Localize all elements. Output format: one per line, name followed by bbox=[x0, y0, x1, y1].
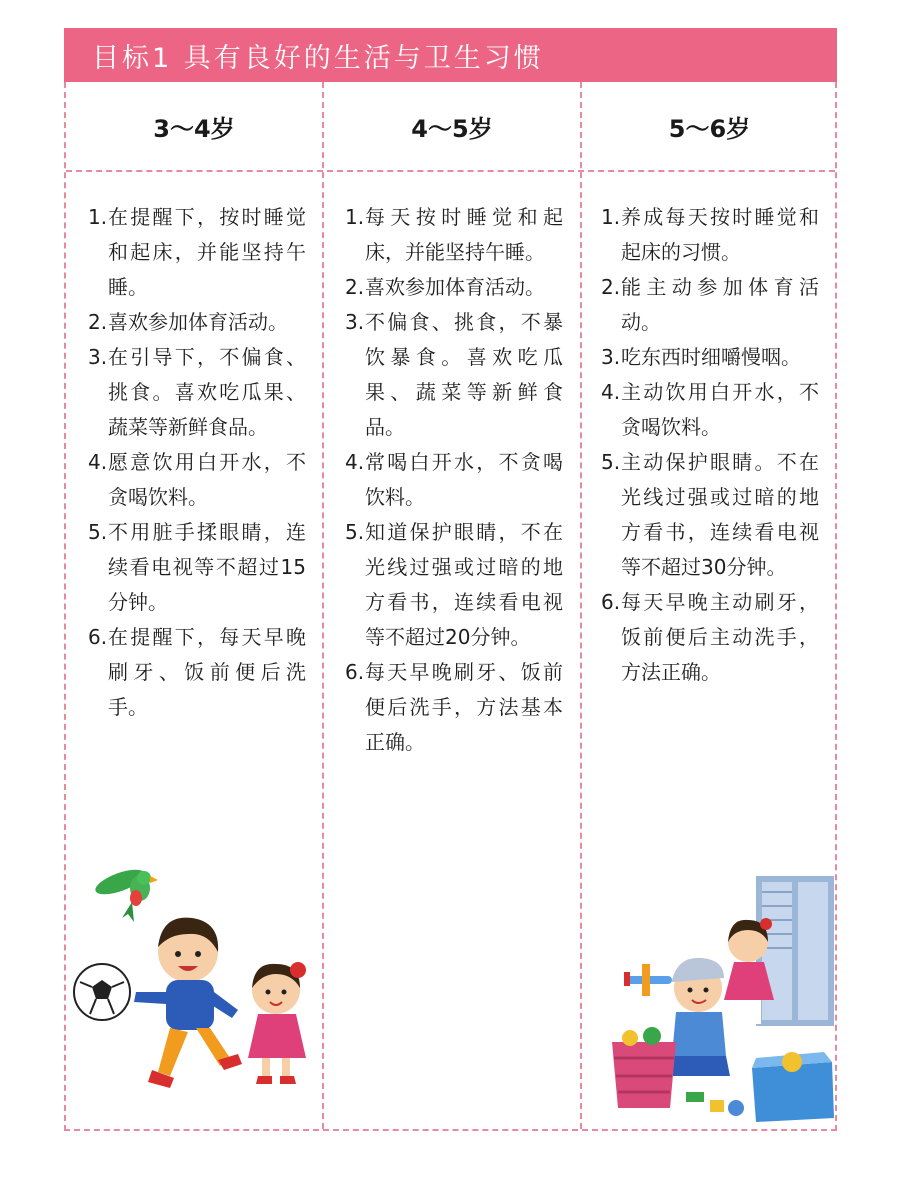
column-body-age-3-4 bbox=[88, 200, 306, 725]
column-header-age-3-4: 3～4岁 bbox=[153, 114, 235, 143]
toy-block-icon bbox=[686, 1092, 704, 1102]
list-item: 2. 喜欢参加体育活动。 bbox=[88, 310, 288, 334]
list-item: 4. 愿意饮用白开水，不贪喝饮料。 bbox=[88, 450, 306, 509]
girl-icon bbox=[248, 962, 306, 1084]
kids-playing-soccer-illustration bbox=[70, 852, 320, 1112]
list-item: 3. 在引导下，不偏食、挑食。喜欢吃瓜果、蔬菜等新鲜食品。 bbox=[88, 345, 306, 439]
toy-ball-icon bbox=[728, 1100, 744, 1116]
header-divider bbox=[66, 170, 835, 172]
soccer-ball-icon bbox=[74, 964, 130, 1020]
boy-icon bbox=[134, 918, 242, 1088]
column-divider bbox=[580, 82, 582, 1129]
list-item: 1. 在提醒下，按时睡觉和起床，并能坚持午睡。 bbox=[88, 205, 306, 299]
toy-box-icon bbox=[752, 1052, 834, 1122]
list-item: 1. 每天按时睡觉和起床，并能坚持午睡。 bbox=[345, 205, 563, 264]
list-item: 2. 能主动参加体育活动。 bbox=[601, 275, 819, 334]
list-item: 5. 知道保护眼睛，不在光线过强或过暗的地方看书，连续看电视等不超过20分钟。 bbox=[345, 520, 563, 649]
kids-tidying-room-illustration bbox=[606, 872, 836, 1128]
list-item: 6. 每天早晚刷牙、饭前便后洗手，方法基本正确。 bbox=[345, 660, 563, 754]
list-item: 3. 吃东西时细嚼慢咽。 bbox=[601, 345, 801, 369]
list-item: 4. 常喝白开水，不贪喝饮料。 bbox=[345, 450, 563, 509]
column-divider bbox=[322, 82, 324, 1129]
goals-table bbox=[64, 82, 837, 1131]
list-item: 2. 喜欢参加体育活动。 bbox=[345, 275, 545, 299]
list-item: 5. 主动保护眼睛。不在光线过强或过暗的地方看书，连续看电视等不超过30分钟。 bbox=[601, 450, 819, 579]
column-body-age-5-6 bbox=[601, 200, 819, 690]
column-body-age-4-5 bbox=[345, 200, 563, 760]
title-banner bbox=[64, 28, 837, 82]
list-item: 3. 不偏食、挑食，不暴饮暴食。喜欢吃瓜果、蔬菜等新鲜食品。 bbox=[345, 310, 563, 439]
parrot-icon bbox=[92, 865, 158, 922]
list-item: 4. 主动饮用白开水，不贪喝饮料。 bbox=[601, 380, 819, 439]
column-header-age-4-5: 4～5岁 bbox=[411, 114, 493, 143]
toy-basket-icon bbox=[612, 1027, 676, 1108]
toy-plane-icon bbox=[624, 964, 672, 996]
list-item: 6. 在提醒下，每天早晚刷牙、饭前便后洗手。 bbox=[88, 625, 306, 719]
page-title: 目标1 具有良好的生活与卫生习惯 bbox=[92, 42, 544, 74]
list-item: 5. 不用脏手揉眼睛，连续看电视等不超过15分钟。 bbox=[88, 520, 306, 614]
toy-block-icon bbox=[710, 1100, 724, 1112]
column-header-age-5-6: 5～6岁 bbox=[668, 114, 751, 143]
list-item: 6. 每天早晚主动刷牙，饭前便后主动洗手，方法正确。 bbox=[601, 590, 819, 684]
list-item: 1. 养成每天按时睡觉和起床的习惯。 bbox=[601, 205, 819, 264]
boy-icon bbox=[666, 958, 730, 1076]
wardrobe-icon bbox=[756, 876, 834, 1026]
